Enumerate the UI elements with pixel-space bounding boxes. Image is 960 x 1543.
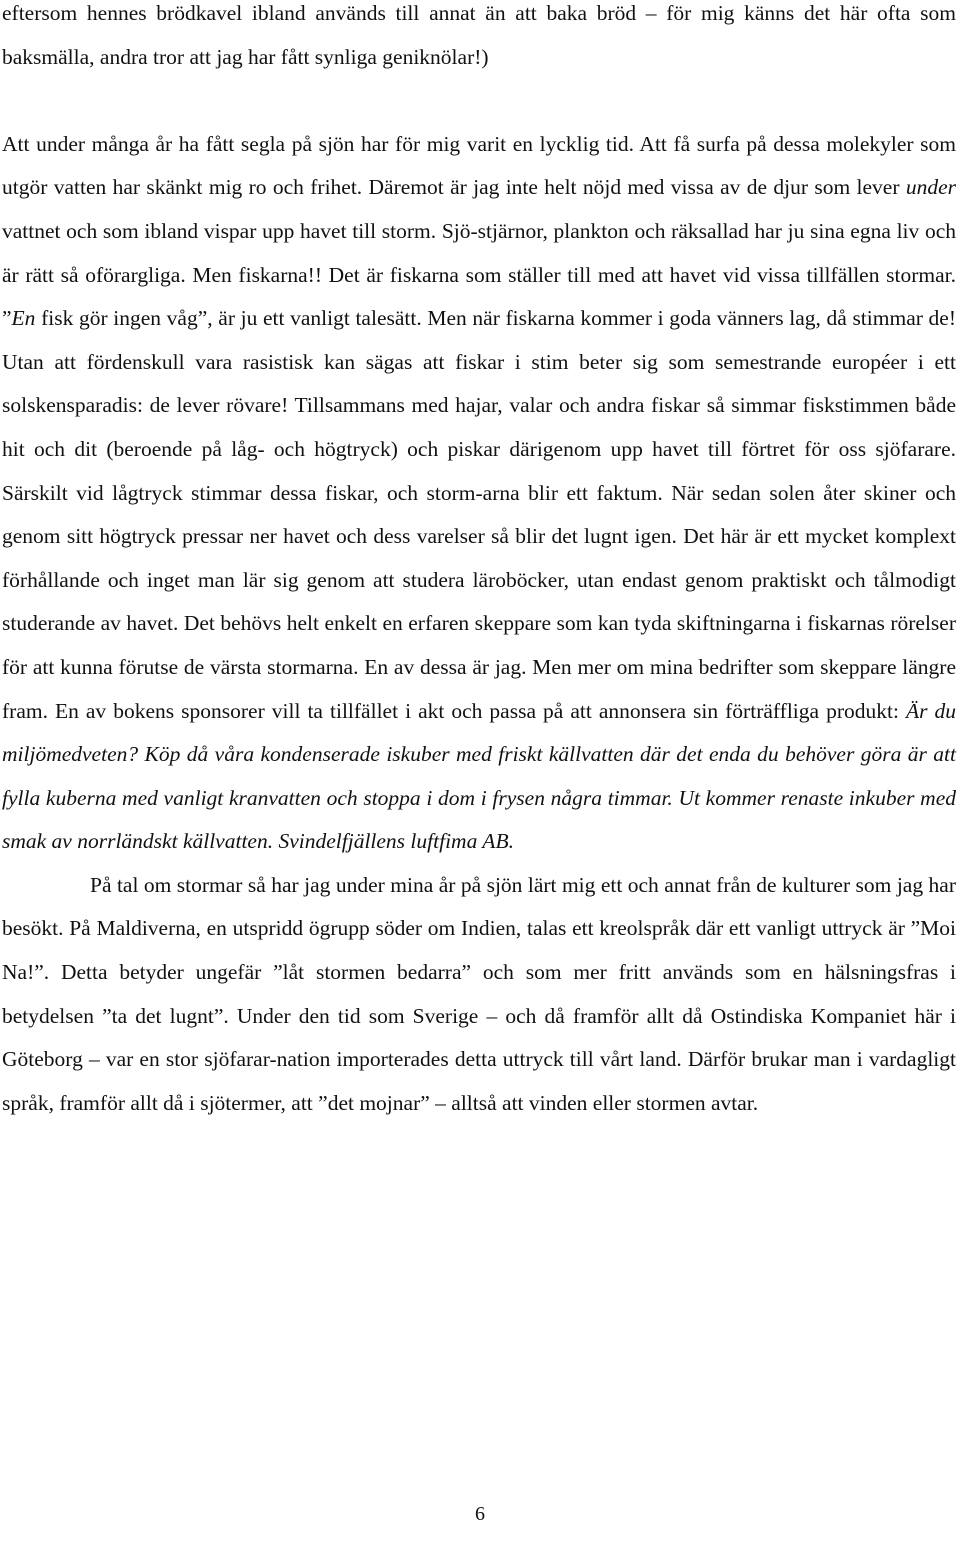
paragraph-3-segment-1: På tal om stormar så har jag under mina år på sjön lärt mig ett och annat från de kulturer som jag har besökt. På Maldiverna, en utspridd ögrupp söder om Indien, talas ett kreolspråk där ett vanligt uttryck är ”Moi Na!”. Detta betyder ungefär ”låt stormen bedarra” och som mer fritt används som en hälsningsfras i betydelsen ”ta det lugnt”. Under den tid som Sverige – och då framför allt då Ostindiska Kompaniet här i Göteborg – var en stor sjöfarar-nation importerades detta uttryck till vårt land. Därför brukar man i vardagligt språk, framför allt då i sjötermer, att ”det mojnar” – alltså att vinden eller stormen avtar. bbox=[2, 872, 956, 1115]
paragraph-2-segment-4-italic: En bbox=[11, 306, 36, 331]
paragraph-2-segment-5: fisk gör ingen våg”, är ju ett vanligt talesätt. Men när fiskarna kommer i goda vänners lag, då stimmar de! Utan att fördenskull vara rasistisk kan sägas att fiskar i stim beter sig som semestrande européer i ett solskensparadis: de lever rövare! Tillsammans med hajar, valar och andra fiskar så simmar fiskstimmen både hit och dit (beroende på låg- och högtryck) och piskar därigenom upp havet till förtret för oss sjöfarare. Särskilt vid lågtryck stimmar dessa fiskar, och storm-arna blir ett faktum. När sedan solen åter skiner och genom sitt högtryck pressar ner havet och dess varelser så blir det lugnt igen. Det här är ett mycket komplext förhållande och inget man lär sig genom att studera läroböcker, utan endast genom praktiskt och tålmodigt studerande av havet. Det behövs helt enkelt en erfaren skeppare som kan tyda skiftningarna i fiskarnas rörelser för att kunna förutse de värsta stormarna. En av dessa är jag. Men mer om mina bedrifter som skeppare längre fram. En av bokens sponsorer vill ta tillfället i akt och passa på att annonsera sin förträffliga produkt: bbox=[2, 306, 956, 723]
paragraph-2-segment-3: vattnet och som ibland vispar upp havet till storm. Sjö-stjärnor, plankton och räksallad har ju sina egna liv och är rätt så oförargliga. Men fiskarna!! Det är fiskarna som ställer till med att havet vid vissa tillfällen stormar. ” bbox=[2, 218, 956, 331]
paragraph-2-segment-1: Att under många år ha fått segla på sjön har för mig varit en lycklig tid. Att få surfa på dessa molekyler som utgör vatten har skänkt mig ro och frihet. Däremot är jag inte helt nöjd med vissa av de djur som lever bbox=[2, 131, 956, 200]
paragraph-2 bbox=[2, 123, 956, 864]
body-text bbox=[2, 0, 956, 1125]
paragraph-3 bbox=[2, 864, 956, 1126]
paragraph-1-segment-1: eftersom hennes brödkavel ibland används till annat än att baka bröd – för mig känns det här ofta som baksmälla, andra tror att jag har fått synliga geniknölar!) bbox=[2, 1, 956, 69]
paragraph-2-segment-2-italic: under bbox=[905, 175, 956, 200]
paragraph-1 bbox=[2, 0, 956, 79]
paragraph-2-segment-6-italic: Är du miljömedveten? Köp då våra kondenserade iskuber med friskt källvatten där det enda du behöver göra är att fylla kuberna med vanligt kranvatten och stoppa i dom i frysen några timmar. Ut kommer renaste inkuber med smak av norrländskt källvatten. Svindelfjällens luftfima AB. bbox=[2, 698, 956, 854]
page-number: 6 bbox=[475, 1503, 485, 1525]
